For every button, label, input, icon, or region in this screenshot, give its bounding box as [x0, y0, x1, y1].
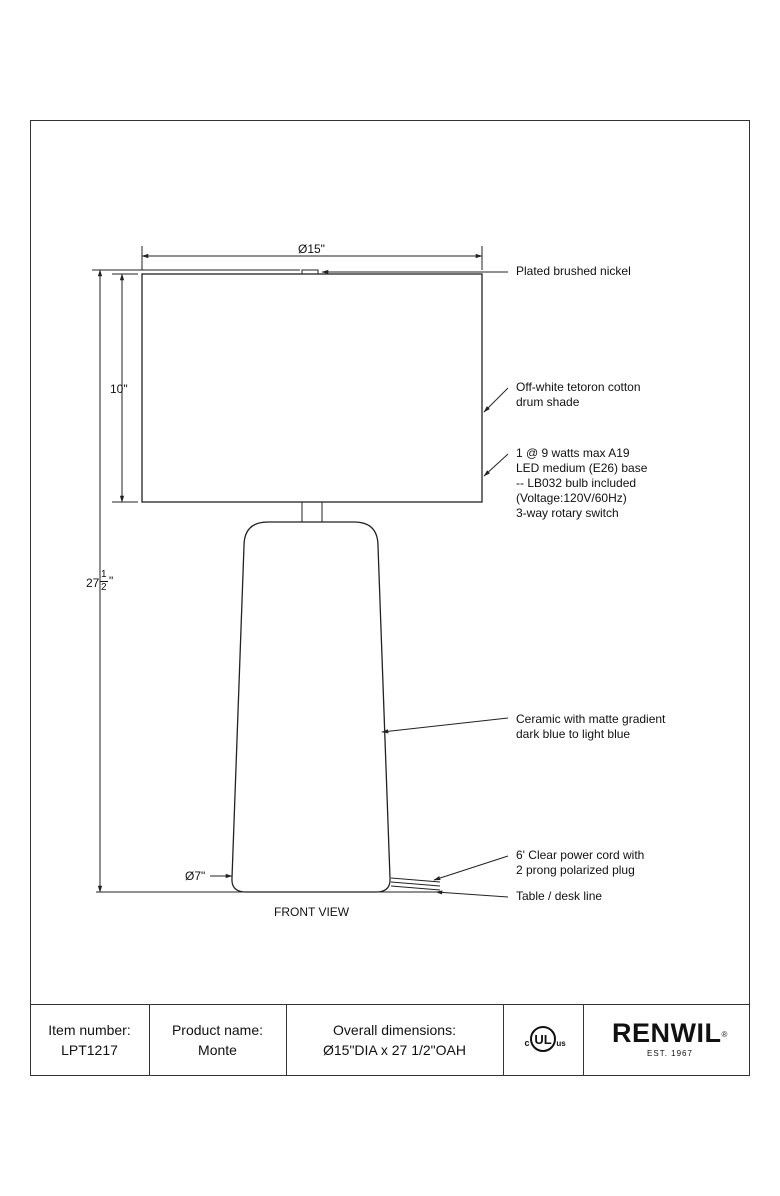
body-callout-line: Ceramic with matte gradient — [516, 712, 666, 726]
cert-c-text: c — [524, 1038, 530, 1048]
overall-dimensions-label: Overall dimensions: — [333, 1022, 456, 1038]
product-name-label: Product name: — [171, 1022, 264, 1038]
item-number-label: Item number: — [48, 1022, 131, 1038]
bulb-callout-line: 1 @ 9 watts max A19 — [516, 446, 630, 460]
body-leader — [382, 718, 508, 732]
product-name-cell — [149, 1004, 286, 1076]
overall-height-numerator: 1 — [101, 569, 107, 580]
shade-callout-line: Off-white tetoron cotton — [516, 380, 641, 394]
view-label: FRONT VIEW — [274, 905, 350, 919]
brand-name — [602, 1018, 738, 1048]
ceramic-body — [232, 522, 390, 892]
cord-callout — [516, 848, 644, 878]
cert-ul-text: UL — [534, 1032, 552, 1047]
renwil-logo — [602, 1018, 738, 1060]
table-callout: Table / desk line — [516, 889, 603, 903]
cert-us-text: us — [556, 1039, 566, 1048]
overall-height-whole: 27 — [86, 576, 100, 590]
brand-established: EST. 1967 — [647, 1049, 693, 1058]
title-block-divider — [503, 1004, 504, 1076]
cord-callout-line: 6' Clear power cord with — [516, 848, 645, 862]
brand-registered-mark: ® — [721, 1030, 728, 1039]
body-callout — [516, 712, 665, 742]
bulb-callout-line: -- LB032 bulb included — [516, 476, 637, 490]
bulb-leader — [484, 454, 508, 476]
power-cord — [391, 878, 440, 890]
title-block-divider — [583, 1004, 584, 1076]
product-name-value: Monte — [198, 1042, 237, 1058]
body-callout-line: dark blue to light blue — [516, 727, 631, 741]
bulb-callout-line: 3-way rotary switch — [516, 506, 619, 520]
shade-height-label: 10" — [110, 382, 128, 396]
drum-shade — [142, 274, 482, 502]
bulb-callout-line: (Voltage:120V/60Hz) — [516, 491, 627, 505]
brand-wordmark: RENWIL — [612, 1018, 722, 1048]
bulb-callout — [516, 446, 647, 521]
table-leader — [436, 892, 508, 897]
shade-callout-line: drum shade — [516, 395, 580, 409]
shade-leader — [484, 388, 508, 412]
overall-dimensions-value: Ø15"DIA x 27 1/2"OAH — [322, 1042, 466, 1058]
overall-height-denominator: 2 — [101, 582, 107, 593]
base-width-label: Ø7" — [185, 869, 206, 883]
item-number-cell — [30, 1004, 149, 1076]
item-number-value: LPT1217 — [61, 1042, 118, 1058]
overall-height-dimension-line — [92, 270, 300, 892]
bulb-callout-line: LED medium (E26) base — [516, 461, 648, 475]
lamp-neck — [302, 502, 322, 522]
cord-callout-line: 2 prong polarized plug — [516, 863, 635, 877]
width-dimension-label: Ø15" — [298, 242, 325, 256]
cord-leader — [434, 856, 508, 880]
finial-callout: Plated brushed nickel — [516, 264, 631, 278]
ul-listed-mark-icon — [510, 1022, 576, 1058]
overall-height-unit: " — [109, 574, 114, 588]
overall-dimensions-cell — [286, 1004, 503, 1076]
shade-callout — [516, 380, 641, 410]
